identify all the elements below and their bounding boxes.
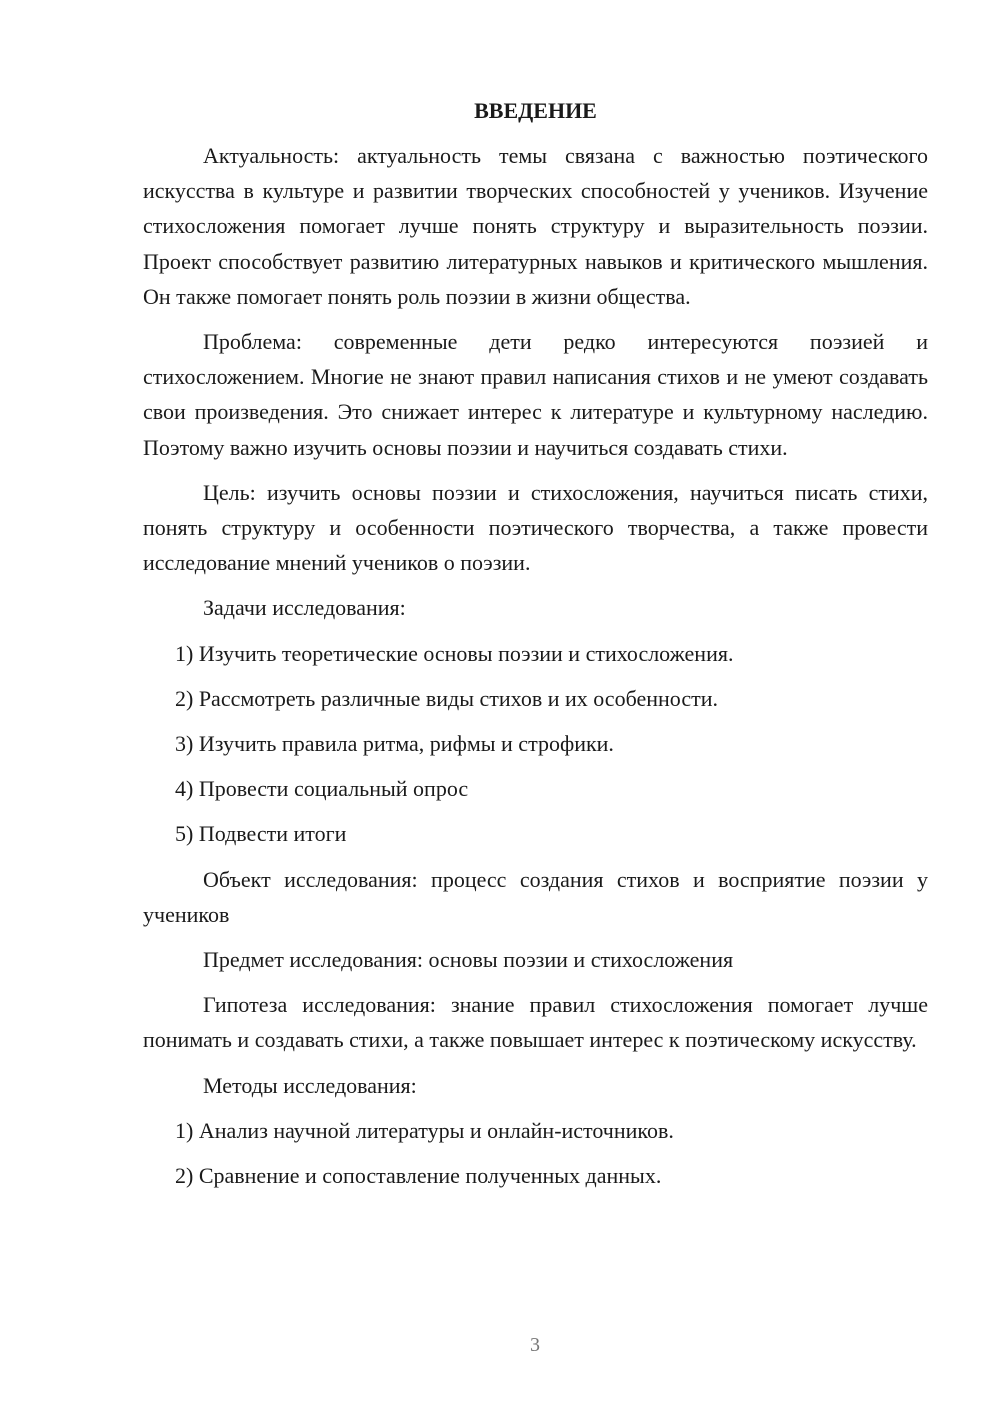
section-title: ВВЕДЕНИЕ (474, 98, 597, 123)
task-item: 2) Рассмотреть различные виды стихов и их особенности. (175, 685, 718, 711)
page-content (143, 94, 928, 1203)
tasks-heading: Задачи исследования: (203, 595, 406, 621)
page-number: 3 (530, 1334, 540, 1356)
method-item: 1) Анализ научной литературы и онлайн-источников. (175, 1117, 674, 1143)
task-item: 1) Изучить теоретические основы поэзии и стихосложения. (175, 640, 734, 666)
methods-heading: Методы исследования: (203, 1072, 417, 1098)
task-item: 4) Провести социальный опрос (175, 776, 469, 802)
hypothesis-paragraph: Гипотеза исследования: знание правил стихосложения помогает лучше понимать и создавать стихи, а также повышает интерес к поэтическому искусству. (143, 992, 928, 1053)
task-item: 3) Изучить правила ритма, рифмы и строфики. (175, 731, 614, 757)
task-item: 5) Подвести итоги (175, 821, 347, 847)
relevance-paragraph: Актуальность: актуальность темы связана с важностью поэтического искусства в культуре и развитии творческих способностей у учеников. Изучение стихосложения помогает лучше понять структуру и выразительность поэзии. Проект способствует развитию литературных навыков и критического мышления. Он также помогает понять роль поэзии в жизни общества. (143, 143, 928, 309)
method-item: 2) Сравнение и сопоставление полученных данных. (175, 1163, 662, 1189)
object-paragraph: Объект исследования: процесс создания стихов и восприятие поэзии у учеников (143, 866, 928, 927)
goal-paragraph: Цель: изучить основы поэзии и стихосложения, научиться писать стихи, понять структуру и особенности поэтического творчества, а также провести исследование мнений учеников о поэзии. (143, 479, 928, 576)
subject-paragraph: Предмет исследования: основы поэзии и стихосложения (203, 947, 734, 973)
problem-paragraph: Проблема: современные дети редко интересуются поэзией и стихосложением. Многие не знают правил написания стихов и не умеют создавать свои произведения. Это снижает интерес к литературе и культурному наследию. Поэтому важно изучить основы поэзии и научиться создавать стихи. (143, 329, 928, 460)
